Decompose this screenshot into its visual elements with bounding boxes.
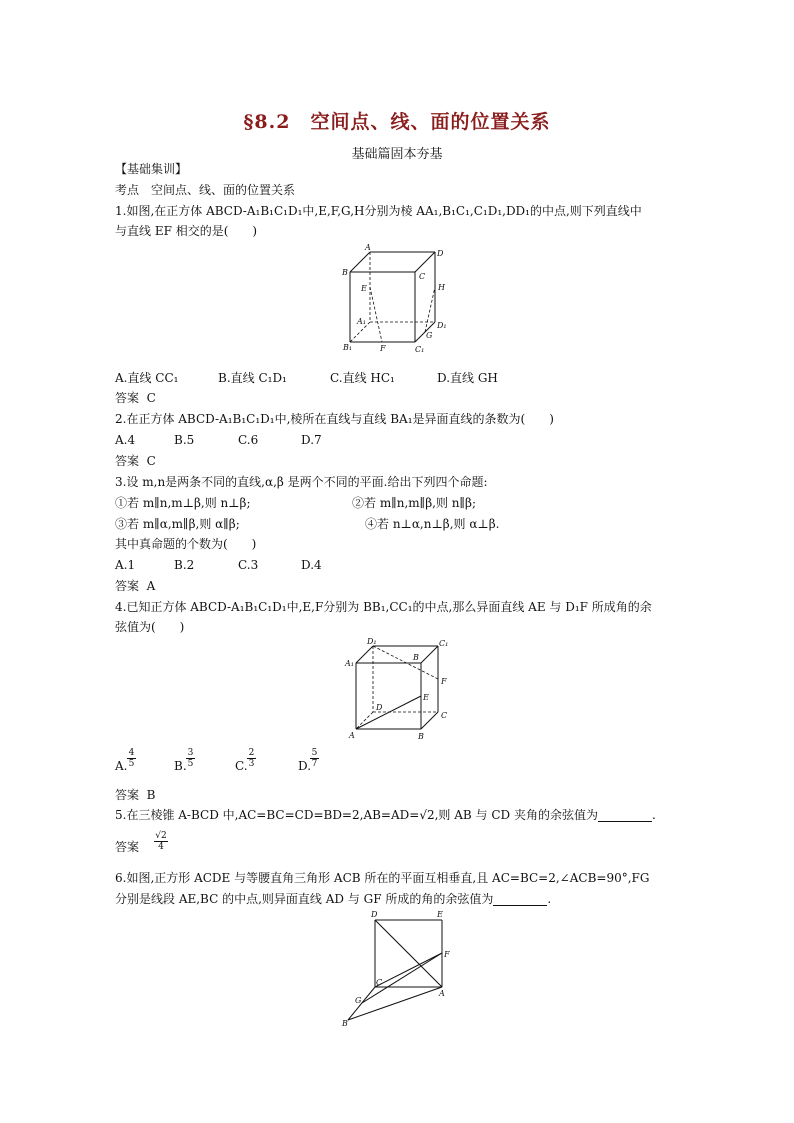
- q3-question: 其中真命题的个数为( ): [115, 537, 257, 551]
- q1-label-F: F: [380, 344, 386, 353]
- q6-label-B: B: [342, 1019, 348, 1028]
- q2-option-d: D.7: [301, 433, 322, 447]
- q4-label-C1: C₁: [439, 639, 449, 648]
- q3-prop-1: ①若 m∥n,m⊥β,则 n⊥β;: [115, 496, 251, 510]
- q4-label-A: A: [349, 731, 355, 740]
- q1-label-D1: D₁: [437, 321, 447, 330]
- q3-option-c: C.3: [238, 558, 259, 572]
- page-subtitle: 基础篇固本夯基: [351, 147, 443, 162]
- q3-stem: 3.设 m,n是两条不同的直线,α,β 是两个不同的平面.给出下列四个命题:: [115, 475, 488, 489]
- section-label: 【基础集训】: [115, 162, 188, 176]
- answer-label: 答案: [115, 391, 140, 405]
- numerator: 4: [128, 748, 135, 758]
- q6-label-D: D: [371, 910, 378, 919]
- q5-answer-fraction: [154, 831, 168, 852]
- q5-stem: [115, 808, 656, 822]
- answer-value: B: [146, 788, 156, 802]
- answer-label: 答案: [115, 788, 140, 802]
- q2-option-c: C.6: [238, 433, 259, 447]
- q4-cube-figure: [338, 636, 458, 748]
- answer-value: C: [146, 391, 156, 405]
- q4-option-a-fraction: [127, 748, 136, 769]
- q2-option-a: A.4: [115, 433, 136, 447]
- q4-label-D1: D₁: [367, 637, 377, 646]
- q4-option-a-letter: A.: [115, 759, 128, 773]
- q5-stem-text: 5.在三棱锥 A-BCD 中,AC=BC=CD=BD=2,AB=AD=√2,则 AB 与 CD 夹角的余弦值为: [115, 808, 598, 822]
- q1-label-A: A: [365, 243, 371, 252]
- q1-label-B1: B₁: [343, 343, 353, 352]
- q1-stem-line1: 1.如图,在正方体 ABCD-A₁B₁C₁D₁中,E,F,G,H分别为棱 AA₁,B₁C₁,C₁D₁,DD₁的中点,则下列直线中: [115, 204, 642, 218]
- answer-value: A: [146, 579, 156, 593]
- q4-stem-line1: 4.已知正方体 ABCD-A₁B₁C₁D₁中,E,F分别为 BB₁,CC₁的中点,那么异面直线 AE 与 D₁F 所成角的余: [115, 600, 652, 614]
- q6-stem-text: 分别是线段 AE,BC 的中点,则异面直线 AD 与 GF 所成的角的余弦值为: [115, 892, 494, 906]
- q1-label-E: E: [361, 284, 367, 293]
- q1-label-C: C: [419, 272, 426, 281]
- q4-stem-line2: 弦值为( ): [115, 620, 185, 634]
- q4-option-c-fraction: [247, 748, 256, 769]
- q6-figure: [338, 907, 458, 1033]
- denominator: 5: [187, 759, 194, 769]
- q1-label-A1: A₁: [357, 317, 366, 326]
- q1-option-d: D.直线 GH: [437, 371, 498, 385]
- q4-answer: [115, 788, 155, 802]
- q1-option-b: B.直线 C₁D₁: [218, 371, 287, 385]
- q4-option-c-letter: C.: [235, 759, 248, 773]
- denominator: 5: [128, 759, 135, 769]
- q1-label-H: H: [438, 283, 445, 292]
- q4-label-B: B: [418, 732, 424, 741]
- numerator: √2: [155, 831, 167, 841]
- q3-prop-4: ④若 n⊥α,n⊥β,则 α⊥β.: [365, 517, 500, 531]
- q4-option-d-letter: D.: [298, 759, 312, 773]
- numerator: 3: [187, 748, 194, 758]
- q5-answer-label: 答案: [115, 840, 140, 854]
- q6-label-F: F: [444, 950, 450, 959]
- q4-label-B1: B: [413, 653, 419, 662]
- q1-label-B: B: [342, 268, 348, 277]
- q1-stem-line2: 与直线 EF 相交的是( ): [115, 224, 258, 238]
- page-title: §8.2 空间点、线、面的位置关系: [243, 111, 551, 133]
- denominator: 4: [154, 841, 168, 852]
- q3-option-b: B.2: [174, 558, 195, 572]
- q6-label-A: A: [439, 989, 445, 998]
- q3-option-a: A.1: [115, 558, 136, 572]
- q6-label-C: C: [376, 978, 383, 987]
- q6-answer-blank: [493, 894, 547, 906]
- answer-label: 答案: [115, 454, 140, 468]
- q3-option-d: D.4: [301, 558, 322, 572]
- answer-value: C: [146, 454, 156, 468]
- q5-stem-end: .: [651, 808, 656, 822]
- topic-heading: 考点 空间点、线、面的位置关系: [115, 183, 296, 197]
- q1-label-D: D: [437, 249, 444, 258]
- q3-answer: [115, 579, 155, 593]
- q1-option-a: A.直线 CC₁: [115, 371, 179, 385]
- q3-prop-2: ②若 m∥n,m∥β,则 n∥β;: [352, 496, 477, 510]
- q5-answer-blank: [598, 810, 652, 822]
- numerator: 2: [248, 748, 255, 758]
- q6-stem-line1: 6.如图,正方形 ACDE 与等腰直角三角形 ACB 所在的平面互相垂直,且 AC=BC=2,∠ACB=90°,FG: [115, 871, 650, 885]
- denominator: 3: [248, 759, 255, 769]
- q1-label-G: G: [426, 331, 433, 340]
- answer-label: 答案: [115, 579, 140, 593]
- q4-option-b-letter: B.: [174, 759, 187, 773]
- q6-label-G: G: [355, 996, 362, 1005]
- q2-option-b: B.5: [174, 433, 195, 447]
- q4-label-A1: A₁: [345, 659, 354, 668]
- q4-label-D: D: [376, 703, 383, 712]
- denominator: 7: [311, 759, 318, 769]
- q1-option-c: C.直线 HC₁: [330, 371, 395, 385]
- q4-option-b-fraction: [186, 748, 195, 769]
- numerator: 5: [311, 748, 318, 758]
- q1-label-C1: C₁: [415, 345, 425, 354]
- q1-cube-figure: [335, 242, 455, 360]
- q6-label-E: E: [437, 910, 443, 919]
- q4-label-F: F: [441, 677, 447, 686]
- q6-stem-line2: [115, 892, 551, 906]
- q3-prop-3: ③若 m∥α,m∥β,则 α∥β;: [115, 517, 240, 531]
- q2-stem: 2.在正方体 ABCD-A₁B₁C₁D₁中,棱所在直线与直线 BA₁是异面直线的条数为( ): [115, 412, 554, 426]
- q4-label-C: C: [441, 711, 448, 720]
- q6-stem-end: .: [547, 892, 552, 906]
- q1-answer: [115, 391, 156, 405]
- q4-label-E: E: [423, 693, 429, 702]
- q2-answer: [115, 454, 156, 468]
- q4-option-d-fraction: [310, 748, 319, 769]
